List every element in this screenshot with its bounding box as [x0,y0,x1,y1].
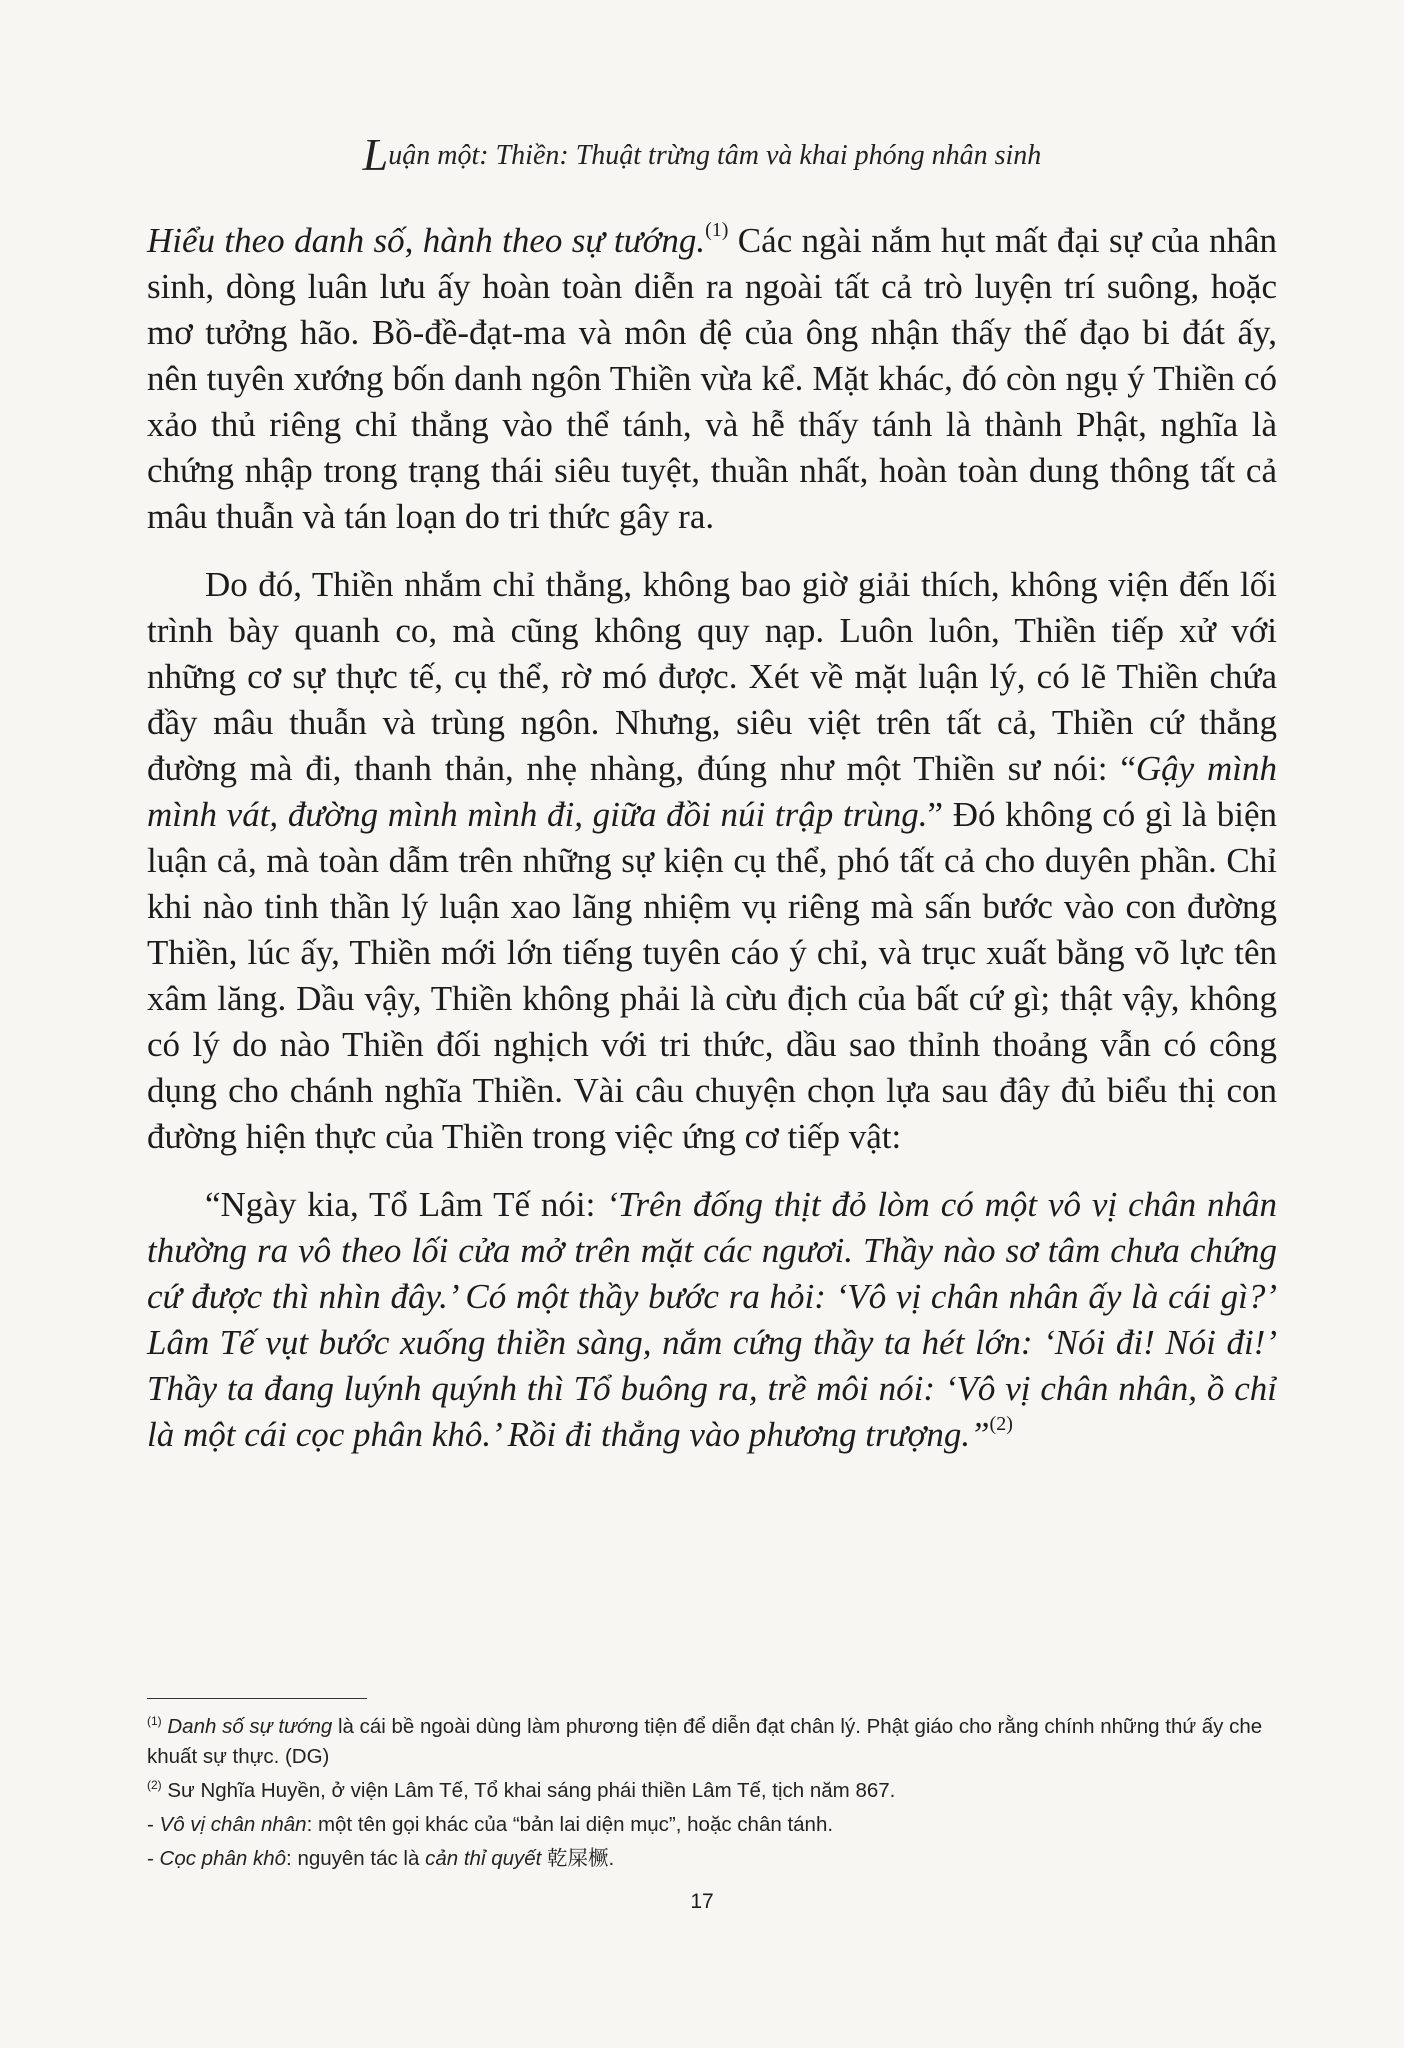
page-number: 17 [690,1890,714,1913]
paragraph-3-open: “Ngày kia, Tổ Lâm Tế nói: [205,1185,607,1224]
running-head [0,128,1404,181]
footnotes [147,1712,1277,1878]
paragraph-1-text: Các ngài nắm hụt mất đại sự của nhân sinh, dòng luân lưu ấy hoàn toàn diễn ra ngoài tất cả trò luyện trí suông, hoặc mơ tưởng hão. Bồ-đề-đạt-ma và môn đệ của ông nhận thấy thế đạo bi đát ấy, nên tuyên xướng bốn danh ngôn Thiền vừa kể. Mặt khác, đó còn ngụ ý Thiền có xảo thủ riêng chỉ thẳng vào thể tánh, và hễ thấy tánh là thành Phật, nghĩa là chứng nhập trong trạng thái siêu tuyệt, thuần nhất, hoàn toàn dung thông tất cả mâu thuẫn và tán loạn do tri thức gây ra. [147,221,1277,536]
footnote-1-term: Danh số sự tướng [167,1715,333,1738]
footnote-ref-1: (1) [705,219,729,241]
footnote-3-term: Vô vị chân nhân [159,1813,307,1836]
paragraph-2 [147,562,1277,1160]
footnote-ref-2: (2) [989,1413,1013,1435]
footnote-4-term-2: cản thỉ quyết [425,1847,542,1870]
footnote-1-text: là cái bề ngoài dùng làm phương tiện để diễn đạt chân lý. Phật giáo cho rằng chính những thứ ấy che khuất sự thực. (DG) [147,1715,1263,1768]
paragraph-3-italic: ‘Trên đống thịt đỏ lòm có một vô vị chân nhân thường ra vô theo lối cửa mở trên mặt các ngươi. Thầy nào sơ tâm chưa chứng cứ được thì nhìn đây.’ Có một thầy bước ra hỏi: ‘Vô vị chân nhân ấy là cái gì?’ Lâm Tế vụt bước xuống thiền sàng, nắm cứng thầy ta hét lớn: ‘Nói đi! Nói đi!’ Thầy ta đang luýnh quýnh thì Tổ buông ra, trề môi nói: ‘Vô vị chân nhân, ồ chỉ là một cái cọc phân khô.’ Rồi đi thẳng vào phương trượng.” [147,1185,1277,1454]
running-head-text: uận một: Thiền: Thuật trừng tâm và khai phóng nhân sinh [388,140,1042,171]
footnote-4-hanzi: 乾屎橛. [541,1847,615,1870]
footnote-1 [147,1712,1277,1772]
footnote-3-dash: - [147,1813,160,1836]
footnote-3-text: : một tên gọi khác của “bản lai diện mục”, hoặc chân tánh. [306,1813,834,1836]
paragraph-2-text-b: ” Đó không có gì là biện luận cả, mà toàn dẫm trên những sự kiện cụ thể, phó tất cả cho duyên phần. Chỉ khi nào tinh thần lý luận xao lãng nhiệm vụ riêng mà sấn bước vào con đường Thiền, lúc ấy, Thiền mới lớn tiếng tuyên cáo ý chỉ, và trục xuất bằng võ lực tên xâm lăng. Dầu vậy, Thiền không phải là cừu địch của bất cứ gì; thật vậy, không có lý do nào Thiền đối nghịch với tri thức, dầu sao thỉnh thoảng vẫn có công dụng cho chánh nghĩa Thiền. Vài câu chuyện chọn lựa sau đây đủ biểu thị con đường hiện thực của Thiền trong việc ứng cơ tiếp vật: [147,795,1278,1156]
footnote-4 [147,1844,1277,1874]
paragraph-2-quote: Gậy mình mình vát, đường mình mình đi, giữa đồi núi trập trùng. [147,749,1277,834]
paragraph-2-text-a: Do đó, Thiền nhắm chỉ thẳng, không bao giờ giải thích, không viện đến lối trình bày quanh co, mà cũng không quy nạp. Luôn luôn, Thiền tiếp xử với những cơ sự thực tế, cụ thể, rờ mó được. Xét về mặt luận lý, có lẽ Thiền chứa đầy mâu thuẫn và trùng ngôn. Nhưng, siêu việt trên tất cả, Thiền cứ thẳng đường mà đi, thanh thản, nhẹ nhàng, đúng như một Thiền sư nói: “ [147,565,1277,788]
running-head-initial: L [362,129,389,180]
paragraph-1 [147,218,1277,540]
body-text [147,218,1277,1480]
footnote-2-marker: (2) [147,1778,162,1792]
footnote-2-text: Sư Nghĩa Huyền, ở viện Lâm Tế, Tổ khai sáng phái thiền Lâm Tế, tịch năm 867. [161,1779,896,1802]
footnote-4-text: : nguyên tác là [286,1847,426,1870]
footnote-4-term: Cọc phân khô [159,1847,287,1870]
footnote-4-dash: - [147,1847,160,1870]
footnote-1-marker: (1) [147,1714,162,1728]
paragraph-3 [147,1182,1277,1458]
footnote-2 [147,1776,1277,1806]
paragraph-1-italic-lead: Hiểu theo danh số, hành theo sự tướng. [147,221,706,260]
footnote-3 [147,1810,1277,1840]
footnote-divider [147,1698,367,1699]
